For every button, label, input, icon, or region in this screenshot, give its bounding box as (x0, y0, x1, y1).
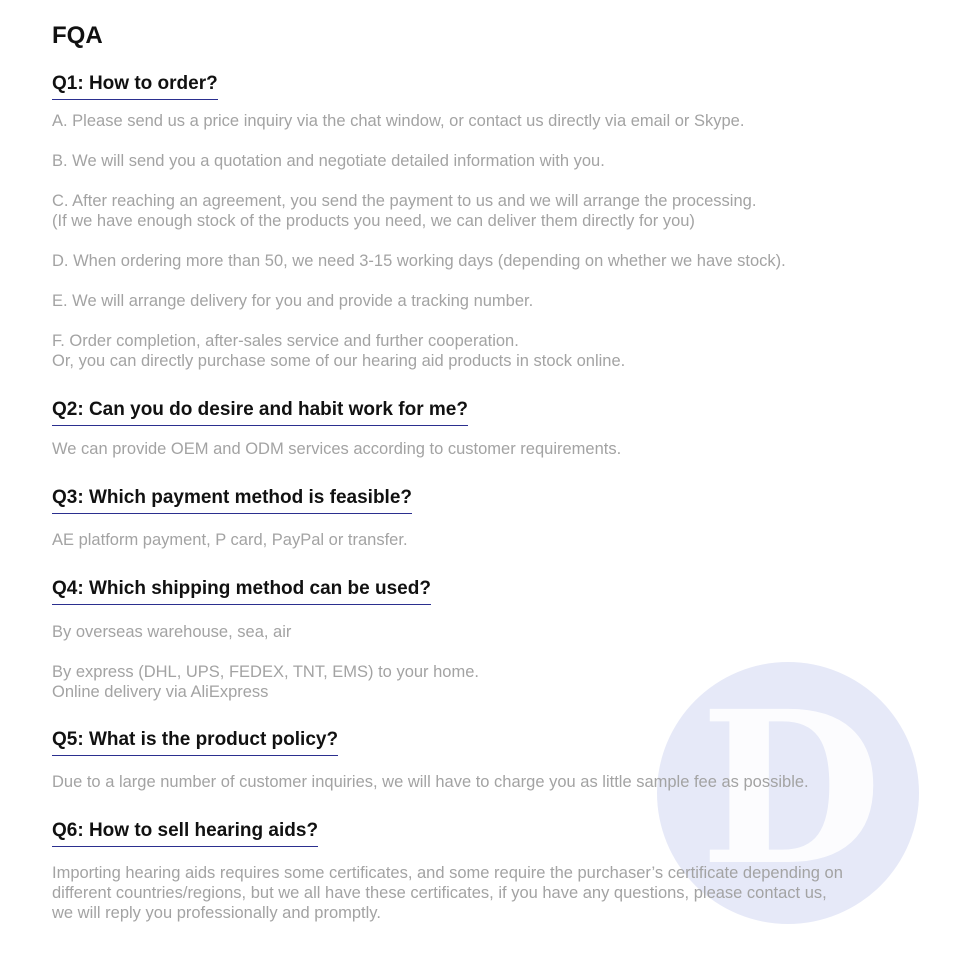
page-title: FQA (52, 22, 103, 49)
faq-answer-1c: C. After reaching an agreement, you send the payment to us and we will arrange the processing. (If we have enough stock of the products you need, we can deliver them directly for you) (52, 192, 757, 230)
faq-answer-2: We can provide OEM and ODM services according to customer requirements. (52, 440, 622, 458)
faq-answer-6: Importing hearing aids requires some certificates, and some require the purchaser’s certificate depending on different countries/regions, but we all have these certificates, if you have any questions, please contact us, we will reply you professionally and promptly. (52, 864, 843, 922)
faq-question-4: Q4: Which shipping method can be used? (52, 577, 431, 605)
faq-answer-3: AE platform payment, P card, PayPal or transfer. (52, 531, 408, 549)
faq-answer-4b: By express (DHL, UPS, FEDEX, TNT, EMS) to your home. Online delivery via AliExpress (52, 663, 479, 701)
faq-question-2: Q2: Can you do desire and habit work for me? (52, 398, 468, 426)
faq-answer-1d: D. When ordering more than 50, we need 3-15 working days (depending on whether we have stock). (52, 252, 786, 270)
faq-question-5: Q5: What is the product policy? (52, 728, 338, 756)
faq-answer-4a: By overseas warehouse, sea, air (52, 623, 292, 641)
faq-question-1: Q1: How to order? (52, 72, 218, 100)
faq-answer-1a: A. Please send us a price inquiry via the chat window, or contact us directly via email or Skype. (52, 112, 745, 130)
faq-answer-1b: B. We will send you a quotation and negotiate detailed information with you. (52, 152, 605, 170)
faq-question-6: Q6: How to sell hearing aids? (52, 819, 318, 847)
faq-question-3: Q3: Which payment method is feasible? (52, 486, 412, 514)
watermark-letter: D (699, 665, 883, 912)
faq-answer-5: Due to a large number of customer inquiries, we will have to charge you as little sample fee as possible. (52, 773, 809, 791)
faq-answer-1f: F. Order completion, after-sales service and further cooperation. Or, you can directly purchase some of our hearing aid products in stock online. (52, 332, 626, 370)
faq-answer-1e: E. We will arrange delivery for you and provide a tracking number. (52, 292, 534, 310)
